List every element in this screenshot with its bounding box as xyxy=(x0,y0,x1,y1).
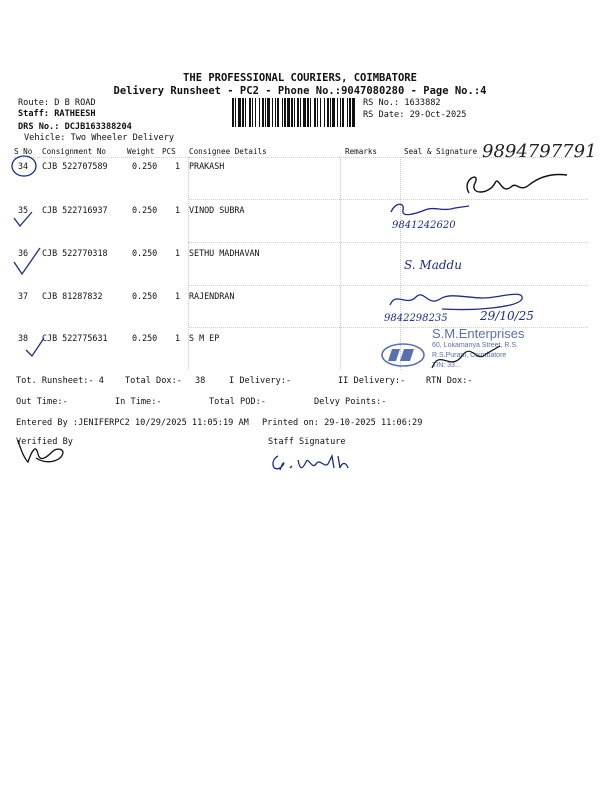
row-sno: 35 xyxy=(18,205,29,215)
row-weight: 0.250 xyxy=(132,333,158,343)
handwritten-phone: 9841242620 xyxy=(392,220,456,231)
tick-mark-icon xyxy=(14,212,32,226)
row-pcs: 1 xyxy=(175,248,181,258)
row-weight: 0.250 xyxy=(132,248,158,258)
col-weight: Weight xyxy=(127,147,155,156)
row-sno: 37 xyxy=(18,291,29,301)
staff-label: Staff: RATHEESH xyxy=(18,109,96,119)
stamp-address: R.S.Puram, Coimbatore xyxy=(432,352,507,359)
row-weight: 0.250 xyxy=(132,161,158,171)
row-consignment: CJB 81287832 xyxy=(42,291,103,301)
row-consignee: RAJENDRAN xyxy=(189,291,235,301)
col-sno: S No xyxy=(14,147,33,156)
delvy-points: Delvy Points:- xyxy=(314,397,387,407)
signature-icon xyxy=(385,198,475,220)
printed-on: Printed on: 29-10-2025 11:06:29 xyxy=(262,418,423,428)
row-pcs: 1 xyxy=(175,161,181,171)
company-title: THE PROFESSIONAL COURIERS, COIMBATORE xyxy=(183,72,417,84)
drs-number: DRS No.: DCJB163388204 xyxy=(18,122,132,132)
col-consignee: Consignee Details xyxy=(189,147,267,156)
row-pcs: 1 xyxy=(175,333,181,343)
row-pcs: 1 xyxy=(175,205,181,215)
handwritten-phone: 9842298235 xyxy=(384,313,448,324)
runsheet-subtitle: Delivery Runsheet - PC2 - Phone No.:9047080280 - Page No.:4 xyxy=(113,85,487,97)
handwritten-date: 29/10/25 xyxy=(480,309,534,323)
verified-by-label: Verified By xyxy=(16,437,73,447)
row-consignment: CJB 522707589 xyxy=(42,161,108,171)
stamp-tin: TIN: 33... xyxy=(432,362,461,369)
rs-number: RS No.: 1633882 xyxy=(363,98,441,108)
stamp-name: S.M.Enterprises xyxy=(432,326,525,341)
stamp-logo-icon xyxy=(380,342,426,368)
row-weight: 0.250 xyxy=(132,205,158,215)
i-delivery: I Delivery:- xyxy=(229,376,292,386)
col-consignment: Consignment No xyxy=(42,147,107,156)
col-remarks: Remarks xyxy=(345,147,378,156)
row-sno: 36 xyxy=(18,248,29,258)
total-pod: Total POD:- xyxy=(209,397,266,407)
entered-by: Entered By :JENIFERPC2 10/29/2025 11:05:19 AM xyxy=(16,418,249,428)
vehicle-label: Vehicle: Two Wheeler Delivery xyxy=(24,133,175,143)
route-label: Route: D B ROAD xyxy=(18,98,96,108)
rtn-dox: RTN Dox:- xyxy=(426,376,473,386)
rs-date: RS Date: 29-Oct-2025 xyxy=(363,110,467,120)
row-sno: 34 xyxy=(18,161,29,171)
staff-signature-label: Staff Signature xyxy=(268,437,346,447)
handwritten-note: S. Maddu xyxy=(404,258,462,272)
barcode xyxy=(232,98,358,127)
row-consignment: CJB 522716937 xyxy=(42,205,108,215)
verifier-signature-icon xyxy=(12,436,72,466)
tick-mark-icon xyxy=(14,248,40,274)
handwritten-marks xyxy=(6,150,46,360)
handwritten-phone: 9894797791 xyxy=(482,141,597,162)
out-time: Out Time:- xyxy=(16,397,68,407)
row-pcs: 1 xyxy=(175,291,181,301)
row-consignment: CJB 522770318 xyxy=(42,248,108,258)
stamp-signature-icon xyxy=(426,328,506,378)
total-dox-value: 38 xyxy=(195,376,206,386)
row-sno: 38 xyxy=(18,333,29,343)
row-consignee: SETHU MADHAVAN xyxy=(189,248,260,258)
staff-signature-icon xyxy=(268,450,358,474)
col-seal-signature: Seal & Signature xyxy=(404,147,478,156)
stamp-address: 60, Lokamanya Street, R.S. xyxy=(432,342,518,349)
row-consignee: PRAKASH xyxy=(189,161,225,171)
ii-delivery: II Delivery:- xyxy=(338,376,406,386)
row-consignment: CJB 522775631 xyxy=(42,333,108,343)
total-dox-label: Total Dox:- xyxy=(125,376,182,386)
row-consignee: S M EP xyxy=(189,333,220,343)
circle-mark-icon xyxy=(12,156,36,176)
row-weight: 0.250 xyxy=(132,291,158,301)
tot-runsheet: Tot. Runsheet:- 4 xyxy=(16,376,104,386)
tick-mark-icon xyxy=(26,338,44,356)
in-time: In Time:- xyxy=(115,397,162,407)
col-pcs: PCS xyxy=(162,147,176,156)
row-consignee: VINOD SUBRA xyxy=(189,205,245,215)
